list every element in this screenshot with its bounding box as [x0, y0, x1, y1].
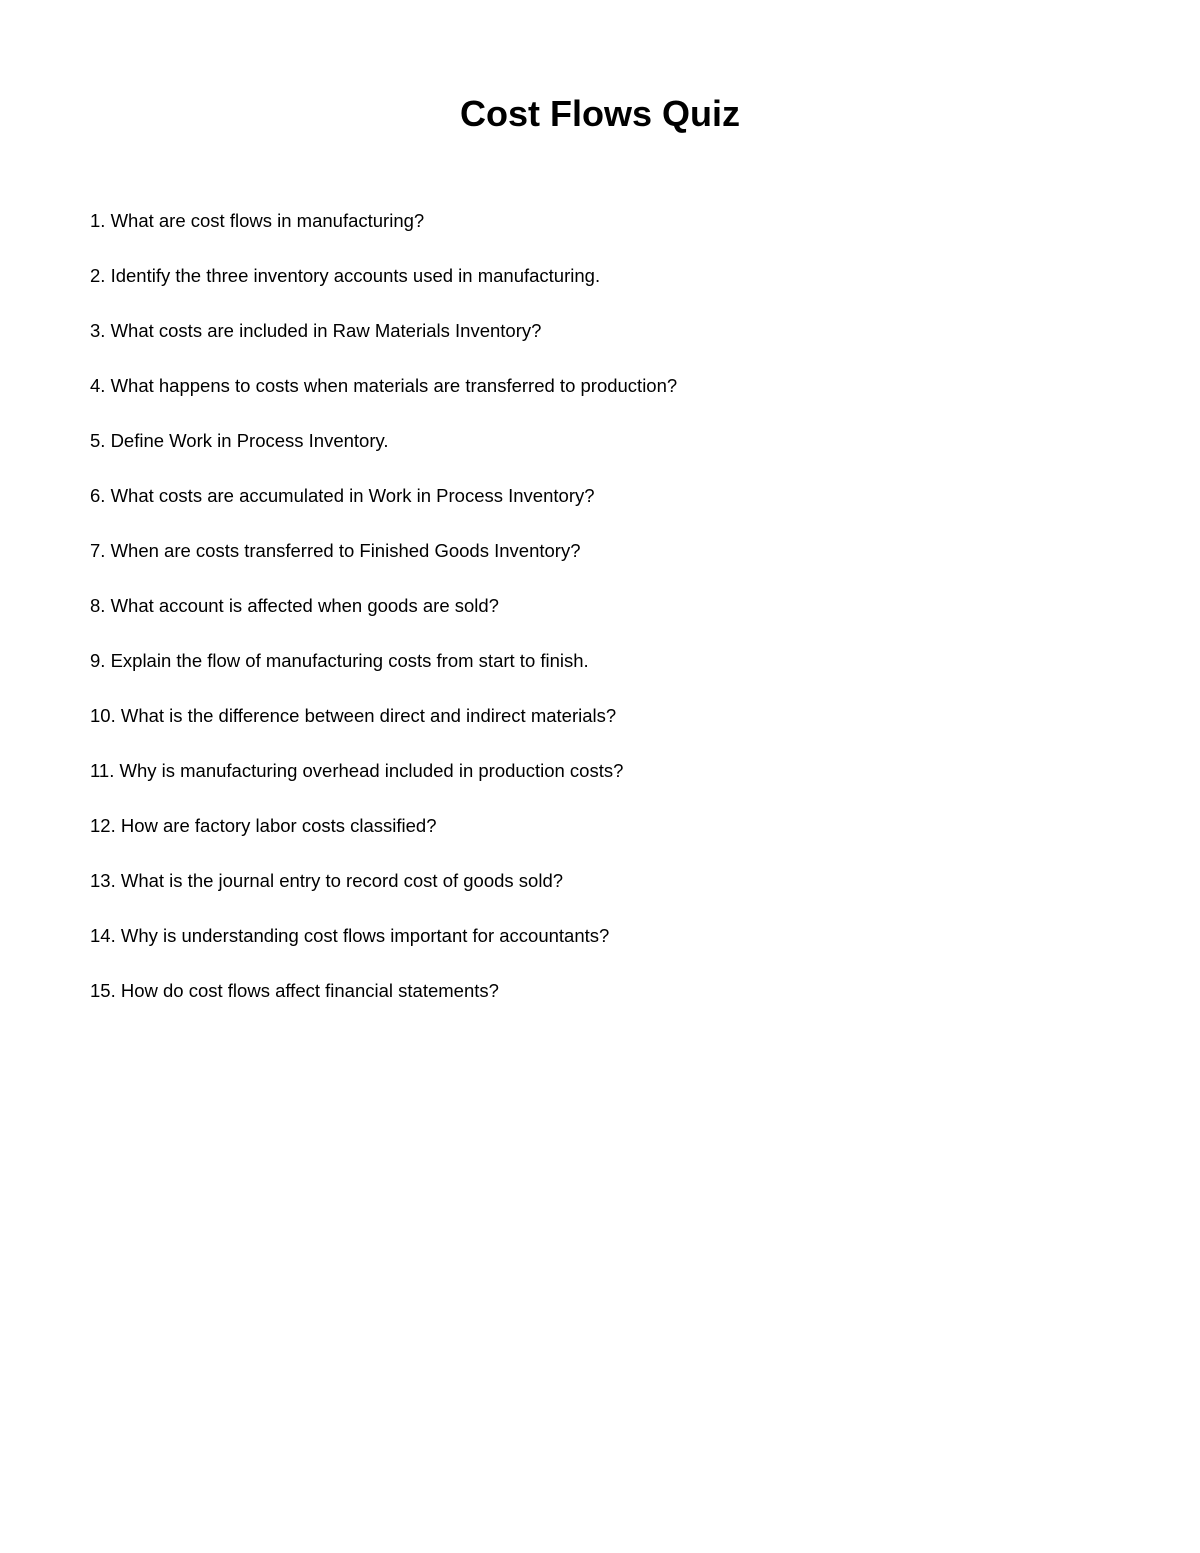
- page-title: Cost Flows Quiz: [459, 93, 740, 134]
- question-item: 12. How are factory labor costs classified?: [90, 815, 437, 836]
- question-item: 10. What is the difference between direct and indirect materials?: [90, 705, 617, 726]
- question-item: 3. What costs are included in Raw Materials Inventory?: [90, 320, 542, 341]
- question-item: 8. What account is affected when goods are sold?: [90, 595, 499, 616]
- question-item: 1. What are cost flows in manufacturing?: [90, 210, 425, 231]
- question-item: 11. Why is manufacturing overhead included in production costs?: [90, 760, 624, 781]
- question-list: [90, 208, 677, 1033]
- question-item: 6. What costs are accumulated in Work in Process Inventory?: [90, 485, 595, 506]
- question-item: 2. Identify the three inventory accounts used in manufacturing.: [90, 265, 601, 286]
- question-item: 14. Why is understanding cost flows important for accountants?: [90, 925, 610, 946]
- question-item: 9. Explain the flow of manufacturing costs from start to finish.: [90, 650, 589, 671]
- question-item: 5. Define Work in Process Inventory.: [90, 430, 389, 451]
- question-item: 4. What happens to costs when materials are transferred to production?: [90, 375, 678, 396]
- question-item: 13. What is the journal entry to record cost of goods sold?: [90, 870, 564, 891]
- question-item: 7. When are costs transferred to Finished Goods Inventory?: [90, 540, 581, 561]
- question-item: 15. How do cost flows affect financial statements?: [90, 980, 499, 1001]
